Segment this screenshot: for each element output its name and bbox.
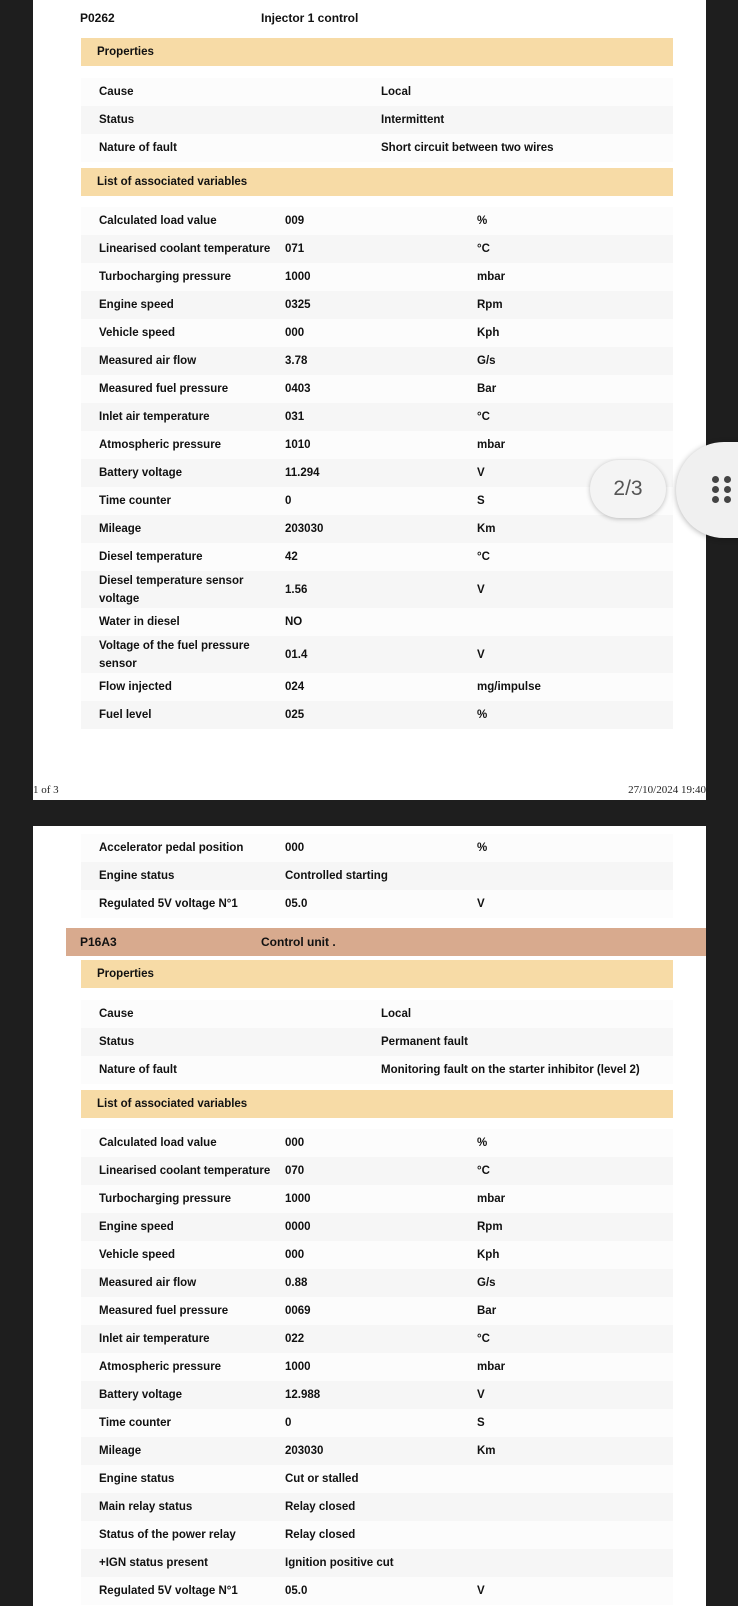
- property-row: [81, 134, 673, 162]
- variable-row: [81, 487, 673, 515]
- variable-row: [81, 207, 673, 235]
- property-row: [81, 78, 673, 106]
- variable-value: NO: [285, 616, 303, 628]
- variable-unit: °C: [477, 1165, 490, 1177]
- variable-unit: mbar: [477, 439, 506, 451]
- variable-name: Engine status: [99, 870, 175, 882]
- variable-name: Engine status: [99, 1473, 175, 1485]
- variable-row: [81, 636, 673, 674]
- variable-unit: G/s: [477, 355, 496, 367]
- property-value: Intermittent: [381, 114, 445, 126]
- variable-row: [81, 459, 673, 487]
- variable-name: Inlet air temperature: [99, 1333, 210, 1345]
- variable-row: [81, 375, 673, 403]
- variable-row: [81, 1465, 673, 1493]
- variable-unit: S: [477, 495, 485, 507]
- variable-name: Engine speed: [99, 1221, 174, 1233]
- variable-value: 1000: [285, 271, 311, 283]
- property-row: [81, 1056, 673, 1084]
- variable-row: [81, 263, 673, 291]
- variable-unit: V: [477, 467, 485, 479]
- variable-name: Turbocharging pressure: [99, 271, 232, 283]
- variable-name: Vehicle speed: [99, 327, 176, 339]
- variable-name: Linearised coolant temperature: [99, 243, 271, 255]
- variable-unit: Kph: [477, 327, 500, 339]
- property-value: Short circuit between two wires: [381, 142, 554, 154]
- variable-row: [81, 1521, 673, 1549]
- variable-value: 0.88: [285, 1277, 308, 1289]
- variable-unit: mbar: [477, 1361, 506, 1373]
- variable-unit: °C: [477, 243, 490, 255]
- variable-value: 0: [285, 1417, 292, 1429]
- variable-row: [81, 1129, 673, 1157]
- variable-unit: V: [477, 898, 485, 910]
- variable-unit: °C: [477, 411, 490, 423]
- variable-row: [81, 1157, 673, 1185]
- variable-unit: Km: [477, 1445, 496, 1457]
- page-count: 1 of 3: [33, 784, 59, 796]
- variable-value: 11.294: [285, 467, 320, 479]
- variable-value: 000: [285, 1137, 305, 1149]
- variable-unit: Bar: [477, 383, 497, 395]
- property-label: Nature of fault: [99, 142, 177, 154]
- variable-row: [81, 1549, 673, 1577]
- properties-header: [81, 38, 673, 66]
- variable-name: Atmospheric pressure: [99, 1361, 222, 1373]
- variable-name: Diesel temperature: [99, 551, 203, 563]
- variable-unit: [477, 1493, 667, 1521]
- variable-row: [81, 1241, 673, 1269]
- variable-value: 1.56: [285, 584, 308, 596]
- variable-row: [81, 608, 673, 636]
- page-indicator[interactable]: 2/3: [590, 460, 666, 518]
- variable-row: [81, 1437, 673, 1465]
- variable-unit: V: [477, 1585, 485, 1597]
- section-title: Properties: [97, 968, 154, 980]
- variable-value: 01.4: [285, 649, 308, 661]
- variable-value: 05.0: [285, 898, 308, 910]
- variable-value: 0: [285, 495, 292, 507]
- variable-unit: mg/impulse: [477, 681, 541, 693]
- variable-name: Flow injected: [99, 681, 172, 693]
- variable-value: 0325: [285, 299, 311, 311]
- variable-row: [81, 1381, 673, 1409]
- variables-header: [81, 1090, 673, 1118]
- variable-name: Diesel temperature sensor voltage: [99, 575, 244, 605]
- property-label: Status: [99, 1036, 135, 1048]
- variable-name: Inlet air temperature: [99, 411, 210, 423]
- property-label: Status: [99, 114, 135, 126]
- variable-name: +IGN status present: [99, 1557, 208, 1569]
- variable-name: Calculated load value: [99, 1137, 217, 1149]
- variable-value: 1010: [285, 439, 311, 451]
- variable-value: 12.988: [285, 1389, 321, 1401]
- variable-row: [81, 1409, 673, 1437]
- variable-value: 203030: [285, 523, 324, 535]
- variable-row: [81, 1325, 673, 1353]
- variable-unit: [477, 608, 667, 636]
- variable-unit: Bar: [477, 1305, 497, 1317]
- variable-unit: Rpm: [477, 1221, 503, 1233]
- fault-code: P0262: [80, 11, 115, 25]
- variable-row: [81, 1297, 673, 1325]
- property-value: Permanent fault: [381, 1036, 468, 1048]
- variable-value: Cut or stalled: [285, 1473, 359, 1485]
- variable-unit: °C: [477, 551, 490, 563]
- variable-row: [81, 673, 673, 701]
- property-value: Local: [381, 1008, 412, 1020]
- variable-name: Accelerator pedal position: [99, 842, 244, 854]
- variable-name: Measured air flow: [99, 1277, 197, 1289]
- properties-header: [81, 960, 673, 988]
- variable-name: Measured fuel pressure: [99, 383, 229, 395]
- grip-dots-icon: [712, 476, 736, 504]
- fault-description: Control unit .: [261, 935, 336, 949]
- variable-value: Relay closed: [285, 1529, 356, 1541]
- variable-value: 42: [285, 551, 298, 563]
- variable-row: [81, 291, 673, 319]
- variable-value: 024: [285, 681, 305, 693]
- variable-row: [81, 235, 673, 263]
- variable-value: 1000: [285, 1361, 311, 1373]
- variable-unit: Kph: [477, 1249, 500, 1261]
- variable-value: 022: [285, 1333, 305, 1345]
- variable-name: Vehicle speed: [99, 1249, 176, 1261]
- property-value: Monitoring fault on the starter inhibitor (level 2): [381, 1064, 640, 1076]
- variable-value: 203030: [285, 1445, 324, 1457]
- property-row: [81, 106, 673, 134]
- variable-value: 031: [285, 411, 305, 423]
- variable-row: [81, 890, 673, 918]
- variable-row: [81, 319, 673, 347]
- variable-value: Relay closed: [285, 1501, 356, 1513]
- variable-unit: V: [477, 649, 485, 661]
- variable-unit: [477, 1549, 667, 1577]
- variable-name: Mileage: [99, 523, 142, 535]
- variable-row: [81, 1269, 673, 1297]
- pdf-page-1: [33, 0, 706, 800]
- variable-value: 025: [285, 709, 305, 721]
- variable-value: Ignition positive cut: [285, 1557, 394, 1569]
- variable-name: Turbocharging pressure: [99, 1193, 232, 1205]
- variable-name: Fuel level: [99, 709, 152, 721]
- variable-value: 000: [285, 1249, 305, 1261]
- variable-row: [81, 834, 673, 862]
- variable-unit: V: [477, 584, 485, 596]
- variable-value: 0403: [285, 383, 311, 395]
- variable-value: 3.78: [285, 355, 308, 367]
- variable-value: 070: [285, 1165, 305, 1177]
- variable-row: [81, 543, 673, 571]
- print-timestamp: 27/10/2024 19:40: [628, 784, 706, 796]
- variable-name: Measured fuel pressure: [99, 1305, 229, 1317]
- property-label: Cause: [99, 86, 134, 98]
- variable-value: 071: [285, 243, 305, 255]
- property-label: Nature of fault: [99, 1064, 177, 1076]
- fault-description: Injector 1 control: [261, 11, 359, 25]
- variables-header: [81, 168, 673, 196]
- variable-row: [81, 1213, 673, 1241]
- variable-row: [81, 1493, 673, 1521]
- variable-unit: [477, 1521, 667, 1549]
- variable-value: Controlled starting: [285, 870, 388, 882]
- variable-value: 0069: [285, 1305, 311, 1317]
- variable-unit: Km: [477, 523, 496, 535]
- variable-name: Mileage: [99, 1445, 142, 1457]
- variable-row: [81, 1353, 673, 1381]
- variable-value: 05.0: [285, 1585, 308, 1597]
- variable-name: Regulated 5V voltage N°1: [99, 898, 238, 910]
- property-value: Local: [381, 86, 412, 98]
- fault-header: [66, 928, 706, 956]
- variable-unit: G/s: [477, 1277, 496, 1289]
- variable-row: [81, 1577, 673, 1605]
- variable-value: 009: [285, 215, 305, 227]
- variable-value: 000: [285, 327, 305, 339]
- variable-value: 000: [285, 842, 305, 854]
- pdf-page-2: [33, 826, 706, 1606]
- variable-name: Battery voltage: [99, 1389, 183, 1401]
- property-row: [81, 1028, 673, 1056]
- section-title: List of associated variables: [97, 1098, 248, 1110]
- variable-name: Atmospheric pressure: [99, 439, 222, 451]
- property-label: Cause: [99, 1008, 134, 1020]
- variable-row: [81, 403, 673, 431]
- variable-unit: S: [477, 1417, 485, 1429]
- variable-unit: %: [477, 709, 488, 721]
- variable-row: [81, 571, 673, 609]
- section-title: Properties: [97, 46, 154, 58]
- variable-row: [81, 515, 673, 543]
- variable-value: 0000: [285, 1221, 311, 1233]
- variable-value: 1000: [285, 1193, 311, 1205]
- fault-header: [33, 4, 673, 32]
- variable-unit: [477, 862, 667, 890]
- variable-unit: %: [477, 1137, 488, 1149]
- variable-unit: %: [477, 215, 488, 227]
- variable-name: Engine speed: [99, 299, 174, 311]
- variable-row: [81, 347, 673, 375]
- variable-unit: [477, 1465, 667, 1493]
- variable-name: Main relay status: [99, 1501, 193, 1513]
- variable-name: Calculated load value: [99, 215, 217, 227]
- variable-name: Status of the power relay: [99, 1529, 236, 1541]
- variable-name: Measured air flow: [99, 355, 197, 367]
- variable-name: Time counter: [99, 1417, 171, 1429]
- variable-name: Linearised coolant temperature: [99, 1165, 271, 1177]
- property-row: [81, 1000, 673, 1028]
- variable-name: Battery voltage: [99, 467, 183, 479]
- variable-unit: mbar: [477, 1193, 506, 1205]
- variable-row: [81, 701, 673, 729]
- variable-unit: V: [477, 1389, 485, 1401]
- variable-name: Time counter: [99, 495, 171, 507]
- variable-unit: °C: [477, 1333, 490, 1345]
- variable-unit: Rpm: [477, 299, 503, 311]
- variable-row: [81, 1185, 673, 1213]
- variable-row: [81, 862, 673, 890]
- variable-name: Water in diesel: [99, 616, 180, 628]
- variable-unit: mbar: [477, 271, 506, 283]
- fault-code: P16A3: [80, 935, 117, 949]
- variable-name: Regulated 5V voltage N°1: [99, 1585, 238, 1597]
- variable-name: Voltage of the fuel pressure sensor: [99, 640, 250, 670]
- section-title: List of associated variables: [97, 176, 248, 188]
- variable-unit: %: [477, 842, 488, 854]
- variable-row: [81, 431, 673, 459]
